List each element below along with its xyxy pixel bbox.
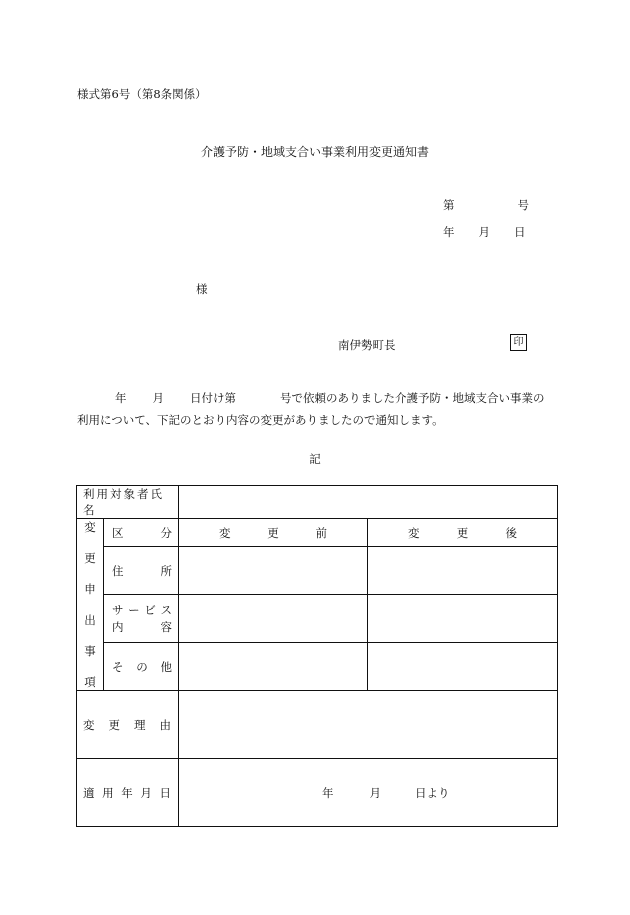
date-month: 月 [478, 225, 490, 239]
reason-label-cell: 変 更 理 由 [77, 691, 179, 759]
form-number: 様式第6号（第8条関係） [77, 87, 207, 101]
body-line-2: 利用について、下記のとおり内容の変更がありましたので通知します。 [77, 413, 444, 427]
name-value-cell[interactable] [179, 486, 558, 519]
service-label-cell: サ ー ビ ス 内 容 [104, 595, 179, 643]
apply-date-label-cell: 適 用 年 月 日 [77, 759, 179, 827]
other-label-cell: そ の 他 [104, 643, 179, 691]
other-before-cell[interactable] [179, 643, 368, 691]
date-year: 年 [443, 225, 455, 239]
issuer-name: 南伊勢町長 [338, 338, 396, 352]
name-label: 利用対象者氏名 [83, 487, 164, 517]
number-prefix: 第 [443, 198, 455, 212]
number-suffix: 号 [517, 198, 529, 212]
address-after-cell[interactable] [368, 547, 558, 595]
service-before-cell[interactable] [179, 595, 368, 643]
name-label-cell [77, 486, 179, 519]
change-items-group-label: 変 更 申 出 事 項 [84, 520, 96, 689]
apply-from: 日より [415, 785, 450, 800]
other-after-cell[interactable] [368, 643, 558, 691]
document-number-line [443, 197, 529, 213]
document-date-line [443, 224, 526, 240]
body-line-1: 年 月 日付け第 号で依頼のありました介護予防・地域支合い事業の [115, 391, 545, 405]
kubun-header: 区 分 [104, 519, 179, 547]
service-after-cell[interactable] [368, 595, 558, 643]
change-items-group-cell [77, 519, 104, 691]
apply-year: 年 [322, 785, 334, 800]
address-label-cell: 住 所 [104, 547, 179, 595]
body-text [77, 387, 557, 431]
reason-value-cell[interactable] [179, 691, 558, 759]
document-title: 介護予防・地域支合い事業利用変更通知書 [200, 145, 429, 159]
seal-mark: 印 [510, 334, 527, 351]
addressee-honorific: 様 [196, 282, 208, 296]
change-notice-table [76, 485, 558, 827]
apply-month: 月 [369, 785, 381, 800]
before-header: 変 更 前 [179, 519, 368, 547]
address-before-cell[interactable] [179, 547, 368, 595]
after-header: 変 更 後 [368, 519, 558, 547]
apply-date-value-cell[interactable] [179, 759, 558, 827]
date-day: 日 [514, 225, 526, 239]
ki-heading: 記 [309, 452, 321, 466]
